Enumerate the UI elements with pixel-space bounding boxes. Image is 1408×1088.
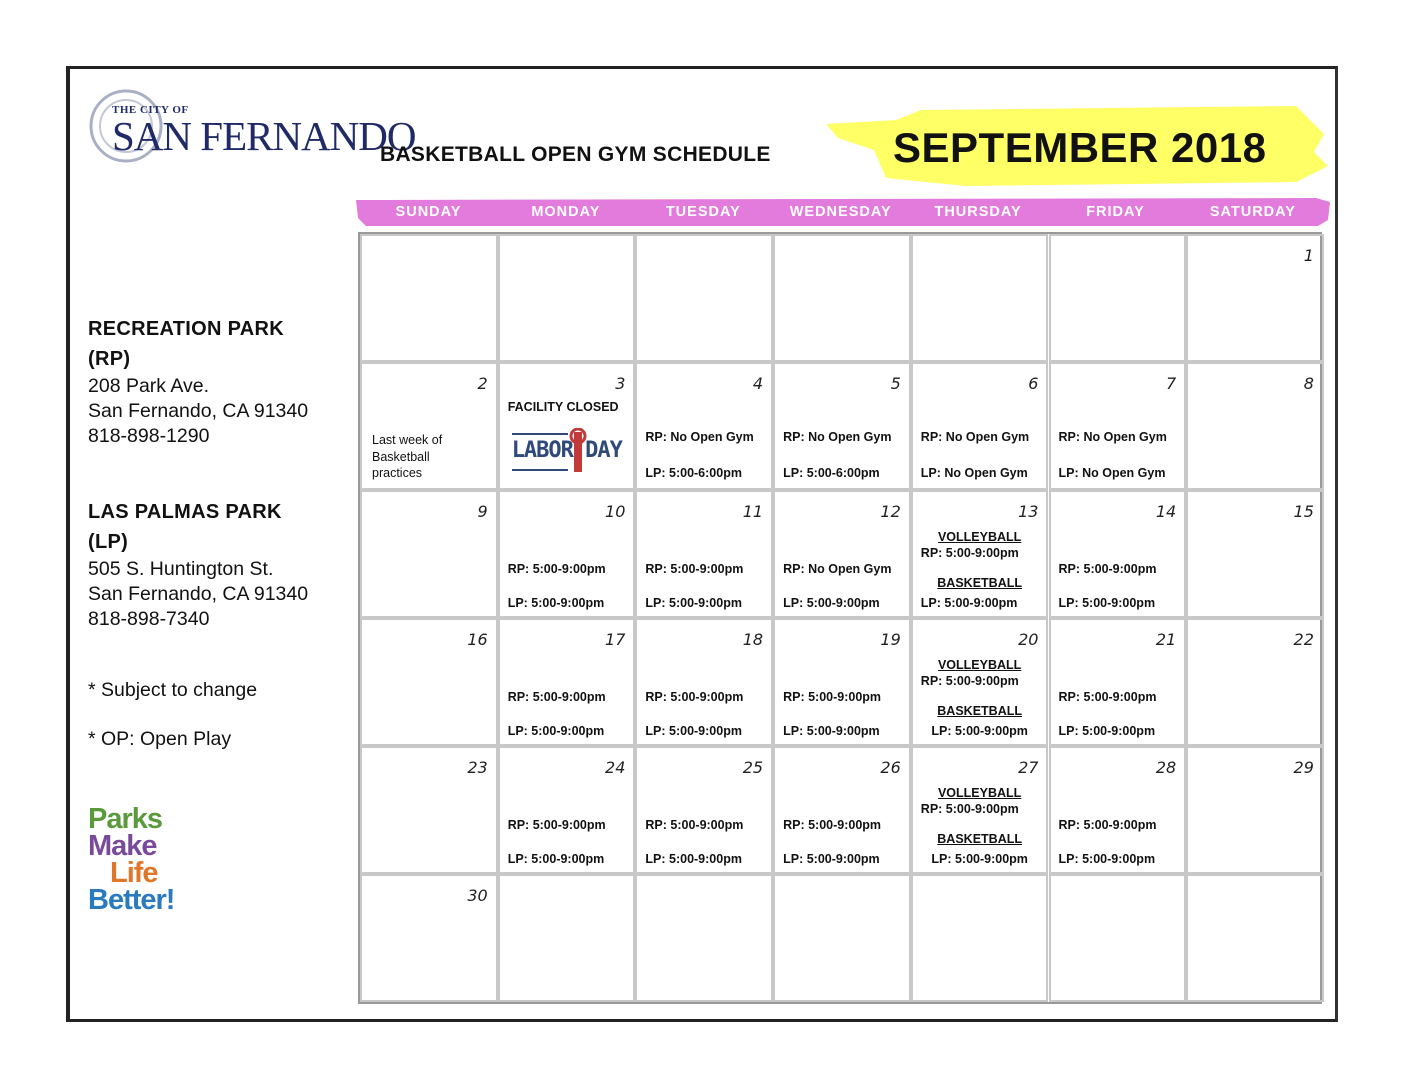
recreation-park-info <box>88 314 308 449</box>
slogan-word: Parks <box>88 803 163 835</box>
day-number: 15 <box>1293 502 1314 521</box>
basketball-hours: LP: 5:00-9:00pm <box>931 852 1028 866</box>
calendar-day-cell <box>773 874 911 1002</box>
rp-hours: RP: 5:00-9:00pm <box>1058 690 1157 704</box>
rp-hours: RP: 5:00-9:00pm <box>1058 818 1157 832</box>
day-number: 14 <box>1155 502 1177 521</box>
slogan-word: Better! <box>88 884 175 916</box>
calendar-day-cell <box>635 874 773 1002</box>
day-number: 26 <box>880 758 901 777</box>
rp-address1: 208 Park Ave. <box>88 375 210 397</box>
calendar-day-cell <box>1049 874 1187 1002</box>
basketball-heading: BASKETBALL <box>937 832 1022 846</box>
lp-hours: LP: 5:00-9:00pm <box>645 852 742 866</box>
calendar-day-cell <box>1186 874 1324 1002</box>
lp-hours: LP: 5:00-9:00pm <box>783 724 880 738</box>
day-number: 6 <box>1028 374 1039 393</box>
lp-hours: LP: 5:00-9:00pm <box>507 852 605 866</box>
lp-hours: LP: 5:00-6:00pm <box>645 466 742 480</box>
calendar-day-cell <box>360 234 498 362</box>
day-number: 1 <box>1303 246 1314 265</box>
calendar-day-cell <box>498 618 636 746</box>
day-number: 16 <box>467 630 488 649</box>
rp-hours: RP: No Open Gym <box>783 562 892 576</box>
calendar-day-cell <box>635 490 773 618</box>
day-header <box>356 196 1330 228</box>
calendar-day-cell <box>635 234 773 362</box>
rp-hours: RP: 5:00-9:00pm <box>507 818 606 832</box>
lp-hours: LP: 5:00-9:00pm <box>1058 724 1156 738</box>
calendar-day-cell <box>911 618 1049 746</box>
lp-hours: LP: 5:00-9:00pm <box>783 852 880 866</box>
calendar-day-cell <box>1186 490 1324 618</box>
calendar-day-cell <box>773 490 911 618</box>
day-number: 20 <box>1018 630 1039 649</box>
calendar-day-cell <box>498 874 636 1002</box>
rp-hours: RP: 5:00-9:00pm <box>783 818 882 832</box>
calendar-day-cell <box>1186 234 1324 362</box>
note-open-play: * OP: Open Play <box>88 728 232 750</box>
day-note: Last week of Basketball practices <box>372 433 443 480</box>
rp-hours: RP: No Open Gym <box>1058 430 1167 444</box>
month-title: SEPTEMBER 2018 <box>893 124 1267 171</box>
day-number: 27 <box>1018 758 1039 777</box>
rp-hours: RP: 5:00-9:00pm <box>645 818 744 832</box>
calendar-day-cell <box>1186 362 1324 490</box>
basketball-hours: LP: 5:00-9:00pm <box>920 596 1018 610</box>
day-name-monday: MONDAY <box>531 204 601 220</box>
calendar-day-cell <box>911 234 1049 362</box>
calendar-day-cell <box>498 234 636 362</box>
lp-hours: LP: 5:00-9:00pm <box>1058 596 1156 610</box>
rp-phone: 818-898-1290 <box>88 425 210 447</box>
day-number: 4 <box>752 374 764 393</box>
day-number: 29 <box>1293 758 1314 777</box>
facility-closed-label: FACILITY CLOSED <box>507 400 619 414</box>
day-number: 18 <box>742 630 764 649</box>
calendar-day-cell <box>773 362 911 490</box>
schedule-title: BASKETBALL OPEN GYM SCHEDULE <box>380 143 771 166</box>
calendar-day-cell <box>360 618 498 746</box>
lp-hours: LP: No Open Gym <box>920 466 1028 480</box>
day-number: 24 <box>605 758 626 777</box>
calendar-day-cell <box>1049 746 1187 874</box>
day-number: 2 <box>477 374 488 393</box>
lp-hours: LP: 5:00-6:00pm <box>783 466 880 480</box>
calendar-day-cell <box>635 362 773 490</box>
calendar-day-cell <box>911 490 1049 618</box>
calendar-day-cell <box>1049 618 1187 746</box>
calendar-day-cell <box>360 490 498 618</box>
calendar-day-cell <box>911 746 1049 874</box>
slogan-word: Make <box>88 830 157 862</box>
day-number: 9 <box>477 502 488 521</box>
calendar-day-cell <box>911 874 1049 1002</box>
calendar-day-cell <box>1049 490 1187 618</box>
day-number: 21 <box>1155 630 1177 649</box>
calendar-day-cell <box>498 490 636 618</box>
calendar-day-cell <box>360 746 498 874</box>
rp-hours: RP: 5:00-9:00pm <box>1058 562 1157 576</box>
calendar-day-cell <box>498 362 636 490</box>
calendar-day-cell <box>1186 746 1324 874</box>
volleyball-hours: RP: 5:00-9:00pm <box>920 802 1019 816</box>
labor-day-image <box>508 428 632 476</box>
day-name-thursday: THURSDAY <box>934 204 1022 220</box>
calendar-day-cell <box>773 234 911 362</box>
lp-hours: LP: 5:00-9:00pm <box>507 596 605 610</box>
day-number: 13 <box>1018 502 1039 521</box>
day-number: 5 <box>890 374 901 393</box>
calendar-day-cell <box>498 746 636 874</box>
calendar-day-cell <box>360 362 498 490</box>
day-name-tuesday: TUESDAY <box>665 204 741 220</box>
city-logo <box>88 88 416 168</box>
day-number: 7 <box>1166 374 1177 393</box>
day-name-wednesday: WEDNESDAY <box>789 204 892 220</box>
lp-hours: LP: 5:00-9:00pm <box>783 596 880 610</box>
day-number: 11 <box>742 502 764 521</box>
day-name-friday: FRIDAY <box>1086 204 1145 220</box>
calendar-day-cell <box>773 618 911 746</box>
rp-name-line1: RECREATION PARK <box>88 318 284 340</box>
basketball-heading: BASKETBALL <box>937 576 1022 590</box>
lp-hours: LP: 5:00-9:00pm <box>507 724 605 738</box>
las-palmas-park-info <box>88 497 308 632</box>
rp-name-line2: (RP) <box>88 348 131 370</box>
lp-name-line2: (LP) <box>88 531 129 553</box>
slogan-word: Life <box>110 857 158 889</box>
rp-hours: RP: No Open Gym <box>783 430 892 444</box>
day-number: 23 <box>467 758 488 777</box>
logo-name: SAN FERNANDO <box>112 113 416 159</box>
volleyball-heading: VOLLEYBALL <box>937 530 1022 544</box>
calendar-day-cell <box>773 746 911 874</box>
day-number: 22 <box>1293 630 1314 649</box>
day-number: 25 <box>742 758 764 777</box>
basketball-heading: BASKETBALL <box>937 704 1022 718</box>
volleyball-heading: VOLLEYBALL <box>937 658 1022 672</box>
lp-phone: 818-898-7340 <box>88 608 210 630</box>
day-number: 8 <box>1303 374 1314 393</box>
lp-name-line1: LAS PALMAS PARK <box>88 501 282 523</box>
day-name-sunday: SUNDAY <box>395 204 462 220</box>
labor-day-text: LABOR DAY <box>511 438 622 463</box>
day-number: 3 <box>615 374 626 393</box>
rp-hours: RP: No Open Gym <box>645 430 754 444</box>
day-number: 30 <box>467 886 488 905</box>
rp-hours: RP: 5:00-9:00pm <box>645 690 744 704</box>
lp-address1: 505 S. Huntington St. <box>88 558 274 580</box>
lp-hours: LP: 5:00-9:00pm <box>645 724 742 738</box>
rp-hours: RP: 5:00-9:00pm <box>783 690 882 704</box>
calendar-day-cell <box>635 618 773 746</box>
calendar-day-cell <box>911 362 1049 490</box>
day-name-saturday: SATURDAY <box>1209 204 1296 220</box>
calendar-grid <box>358 232 1322 1004</box>
day-number: 17 <box>605 630 626 649</box>
rp-hours: RP: 5:00-9:00pm <box>507 690 606 704</box>
calendar-day-cell <box>1049 234 1187 362</box>
calendar-day-cell <box>1186 618 1324 746</box>
day-number: 12 <box>880 502 901 521</box>
lp-hours: LP: 5:00-9:00pm <box>1058 852 1156 866</box>
day-number: 10 <box>605 502 626 521</box>
basketball-hours: LP: 5:00-9:00pm <box>931 724 1028 738</box>
day-number: 28 <box>1155 758 1177 777</box>
volleyball-hours: RP: 5:00-9:00pm <box>920 546 1019 560</box>
calendar-day-cell <box>360 874 498 1002</box>
lp-hours: LP: No Open Gym <box>1058 466 1166 480</box>
calendar-day-cell <box>635 746 773 874</box>
logo-top-text: THE CITY OF <box>112 104 189 116</box>
note-subject-to-change: * Subject to change <box>88 679 258 701</box>
lp-address2: San Fernando, CA 91340 <box>88 583 309 605</box>
lp-hours: LP: 5:00-9:00pm <box>645 596 742 610</box>
rp-hours: RP: 5:00-9:00pm <box>507 562 606 576</box>
volleyball-hours: RP: 5:00-9:00pm <box>920 674 1019 688</box>
parks-make-life-better-logo <box>88 803 175 916</box>
volleyball-heading: VOLLEYBALL <box>937 786 1022 800</box>
rp-hours: RP: No Open Gym <box>920 430 1030 444</box>
calendar-day-cell <box>1049 362 1187 490</box>
rp-hours: RP: 5:00-9:00pm <box>645 562 744 576</box>
day-number: 19 <box>880 630 901 649</box>
rp-address2: San Fernando, CA 91340 <box>88 400 309 422</box>
